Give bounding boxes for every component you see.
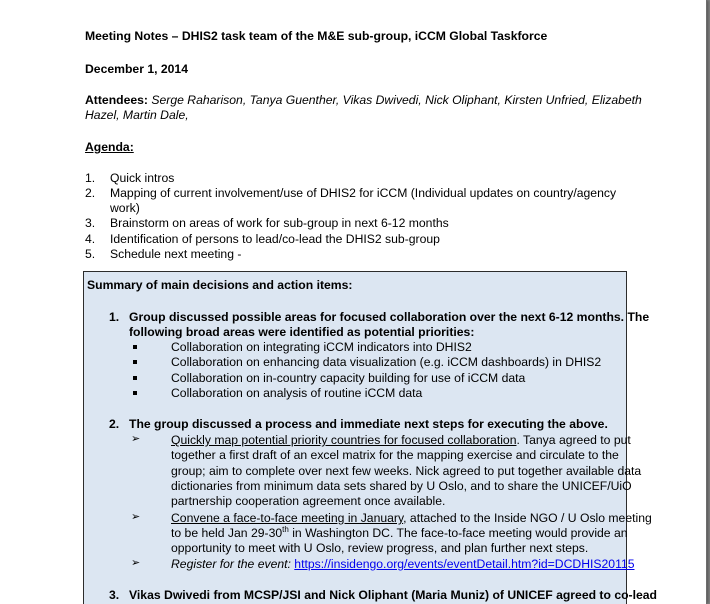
summary-box xyxy=(83,271,657,604)
bullet-icon xyxy=(133,345,137,349)
summary-item-number: 3. xyxy=(109,588,120,602)
bullet-icon xyxy=(133,360,137,364)
priority-bullet: Collaboration on analysis of routine iCCM data xyxy=(171,386,423,400)
next-step-line: together a first draft of an excel matrix for the mapping exercise and circulate to the xyxy=(171,448,619,462)
arrow-bullet-icon: ➢ xyxy=(131,511,141,523)
next-step-line: Quickly map potential priority countries for focused collaboration. Tanya agreed to put xyxy=(171,433,631,447)
bullet-icon xyxy=(133,391,137,395)
summary-item-number: 1. xyxy=(109,310,120,324)
bullet-icon xyxy=(133,376,137,380)
attendees-line2: Hazel, Martin Dale, xyxy=(85,108,189,122)
priority-bullet: Collaboration on enhancing data visualization (e.g. iCCM dashboards) in DHIS2 xyxy=(171,355,602,369)
next-step-line: partnership cooperation agreement once available. xyxy=(171,494,446,508)
arrow-bullet-icon: ➢ xyxy=(131,557,141,569)
agenda-heading: Agenda: xyxy=(85,140,134,154)
priority-bullet: Collaboration on in-country capacity building for use of iCCM data xyxy=(171,371,526,385)
register-link[interactable]: https://insidengo.org/events/eventDetail.htm?id=DCDHIS20115 xyxy=(294,557,635,571)
agenda-item-continuation: work) xyxy=(110,201,140,215)
next-step-line: Convene a face-to-face meeting in January, attached to the Inside NGO / U Oslo meeting xyxy=(171,511,652,525)
agenda-item: 2. Mapping of current involvement/use of DHIS2 for iCCM (Individual updates on country/agency xyxy=(85,186,617,200)
attendees-names: Serge Raharison, Tanya Guenther, Vikas Dwivedi, Nick Oliphant, Kirsten Unfried, Elizabeth xyxy=(151,93,642,107)
attendees-line1 xyxy=(85,92,642,108)
doc-title: Meeting Notes – DHIS2 task team of the M&E sub-group, iCCM Global Taskforce xyxy=(85,29,548,43)
attendees-label: Attendees: xyxy=(85,93,148,107)
next-step-line: opportunity to meet with U Oslo, review progress, and plan further next steps. xyxy=(171,541,589,555)
next-step-title: Quickly map potential priority countries for focused collaboration xyxy=(171,433,517,447)
register-line xyxy=(171,556,635,572)
priority-bullet: Collaboration on integrating iCCM indicators into DHIS2 xyxy=(171,340,472,354)
next-step-line: to be held Jan 29-30th in Washington DC. The face-to-face meeting would provide an xyxy=(171,524,628,540)
agenda-item: 5. Schedule next meeting - xyxy=(85,247,242,261)
next-step-line: dictionaries from minimum data sets shared by U Oslo, and to share the UNICEF/UiO xyxy=(171,479,632,493)
next-step-title: Convene a face-to-face meeting in January xyxy=(171,511,404,525)
summary-item-number: 2. xyxy=(109,417,120,431)
summary-item2-line1: The group discussed a process and immediate next steps for executing the above. xyxy=(129,417,608,431)
agenda-item: 3. Brainstorm on areas of work for sub-group in next 6-12 months xyxy=(85,216,449,230)
summary-item1-line2: following broad areas were identified as potential priorities: xyxy=(129,325,475,339)
summary-heading: Summary of main decisions and action items: xyxy=(87,278,353,292)
next-step-line: group; aim to complete over next few weeks. Nick agreed to put together available data xyxy=(171,464,642,478)
agenda-item: 4. Identification of persons to lead/co-lead the DHIS2 sub-group xyxy=(85,232,440,246)
doc-date: December 1, 2014 xyxy=(85,62,188,76)
summary-item3-line1: Vikas Dwivedi from MCSP/JSI and Nick Oliphant (Maria Muniz) of UNICEF agreed to co-lead xyxy=(129,588,657,602)
register-label: Register for the event: xyxy=(171,557,291,571)
agenda-item: 1. Quick intros xyxy=(85,171,175,185)
arrow-bullet-icon: ➢ xyxy=(131,433,141,445)
summary-item1-line1: Group discussed possible areas for focused collaboration over the next 6-12 months. The xyxy=(129,310,650,324)
